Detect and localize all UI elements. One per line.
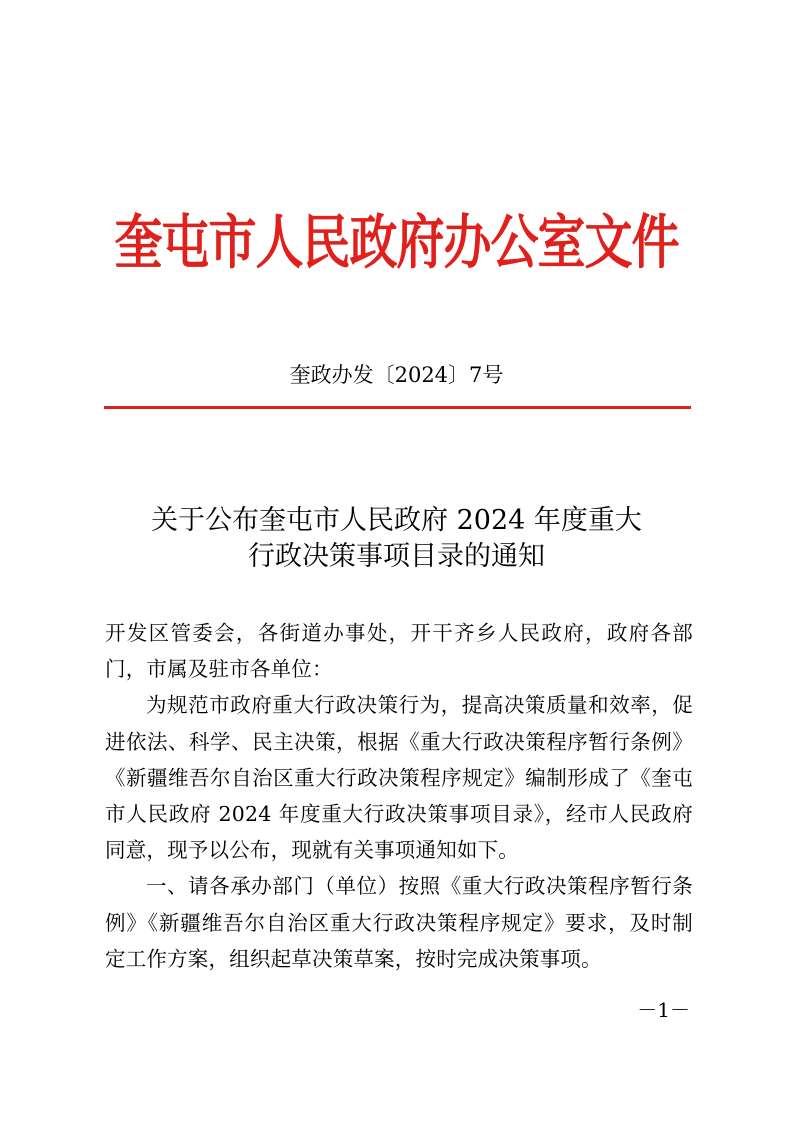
body-paragraph: 为规范市政府重大行政决策行为，提高决策质量和效率，促进依法、科学、民主决策，根据《重大行政决策程序暂行条例》《新疆维吾尔自治区重大行政决策程序规定》编制形成了《奎屯市人民政府 2024 年度重大行政决策事项目录》，经市人民政府同意，现予以公布，现就有关事项通知如下。 [105, 693, 693, 863]
document-title-line-1: 关于公布奎屯市人民政府 2024 年度重大 [151, 505, 642, 536]
red-separator-line [104, 406, 691, 409]
addressee: 开发区管委会，各街道办事处，开干齐乡人民政府，政府各部门，市属及驻市各单位： [105, 621, 693, 682]
body-paragraph: 一、请各承办部门（单位）按照《重大行政决策程序暂行条例》《新疆维吾尔自治区重大行政决策程序规定》要求，及时制定工作方案，组织起草决策草案，按时完成决策事项。 [105, 874, 693, 971]
document-title-line-2: 行政决策事项目录的通知 [248, 541, 545, 572]
page-number: －1－ [637, 998, 690, 1022]
document-masthead: 奎屯市人民政府办公室文件 [114, 208, 679, 278]
document-body [105, 615, 693, 977]
document-number: 奎政办发〔2024〕7号 [289, 363, 504, 387]
